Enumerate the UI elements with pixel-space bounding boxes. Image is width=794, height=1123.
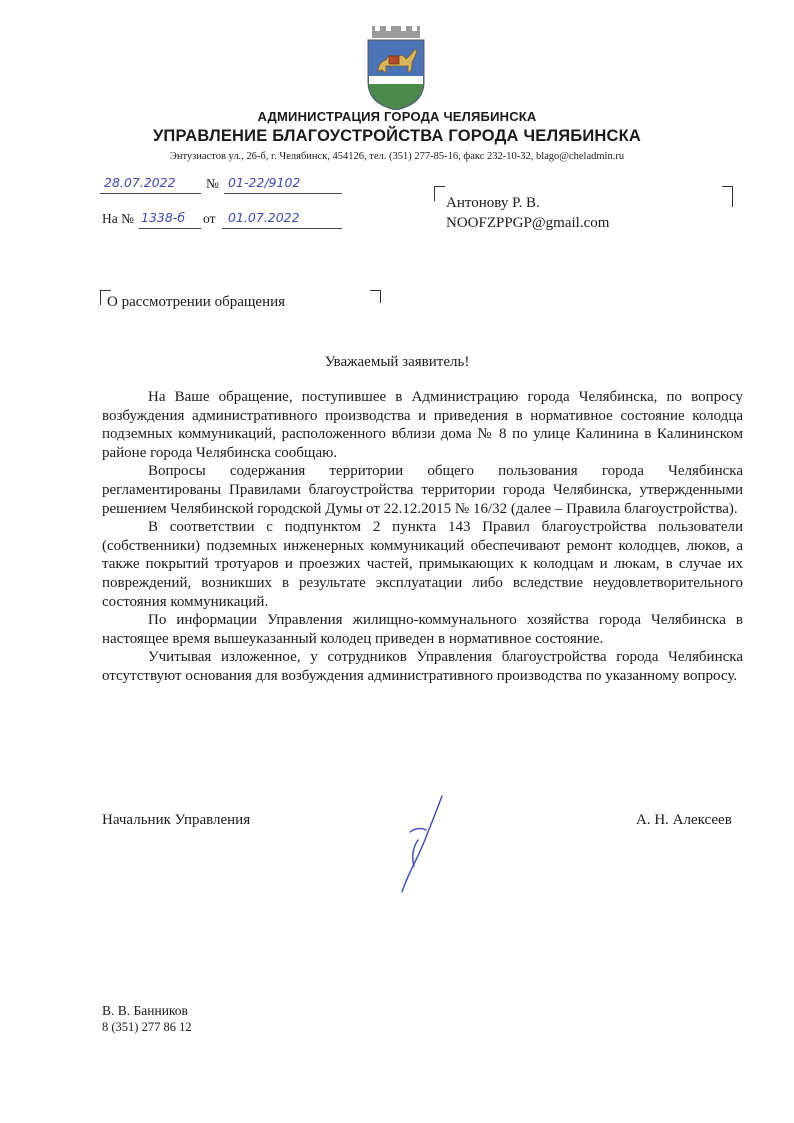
executor-phone: 8 (351) 277 86 12 bbox=[102, 1020, 192, 1034]
letter-greeting: Уважаемый заявитель! bbox=[324, 354, 470, 370]
body-paragraph: По информации Управления жилищно-коммунального хозяйства города Челябинска в настоящее время вышеуказанный колодец приведен в нормативное состояние. bbox=[102, 612, 743, 647]
outgoing-date-field bbox=[100, 177, 201, 194]
reference-date-value: 01.07.2022 bbox=[228, 210, 300, 225]
signatory-position: Начальник Управления bbox=[102, 812, 251, 828]
letter-subject: О рассмотрении обращения bbox=[107, 294, 286, 310]
organization-line-2: УПРАВЛЕНИЕ БЛАГОУСТРОЙСТВА ГОРОДА ЧЕЛЯБИНСКА bbox=[152, 127, 642, 145]
recipient-corner-right bbox=[722, 186, 733, 207]
outgoing-date-value: 28.07.2022 bbox=[104, 175, 176, 190]
organization-address: Энтузиастов ул., 26-б, г. Челябинск, 454126, тел. (351) 277-85-16, факс 232-10-32, blago@cheladmin.ru bbox=[169, 151, 625, 162]
body-paragraph: В соответствии с подпунктом 2 пункта 143 Правил благоустройства пользователи (собственники) подземных инженерных коммуникаций обеспечивают ремонт колодцев, люков, а также покрытий тротуаров и проезжих частей, примыкающих к колодцам и люкам, в случае их повреждений, возникших в результате эксплуатации либо вследствие неудовлетворительного состояния коммуникаций. bbox=[102, 519, 743, 610]
city-coat-of-arms bbox=[362, 26, 430, 110]
body-paragraph: Вопросы содержания территории общего пользования города Челябинска регламентированы Правилами благоустройства территории города Челябинска, утвержденными решением Челябинской городской Думы от 22.12.2015 № 16/32 (далее – Правила благоустройства). bbox=[102, 463, 743, 517]
outgoing-number-field bbox=[224, 177, 342, 194]
reference-from-label: от bbox=[203, 211, 216, 226]
reference-number-value: 1338-б bbox=[141, 210, 186, 225]
outgoing-number-value: 01-22/9102 bbox=[228, 175, 301, 190]
signatory-name: А. Н. Алексеев bbox=[636, 812, 732, 828]
reference-number-field bbox=[139, 212, 201, 229]
recipient-corner-left bbox=[434, 186, 445, 201]
letter-body bbox=[102, 388, 743, 686]
reference-date-field bbox=[222, 212, 342, 229]
recipient-email: NOOFZPPGP@gmail.com bbox=[446, 215, 610, 231]
body-paragraph: Учитывая изложенное, у сотрудников Управления благоустройства города Челябинска отсутствуют основания для возбуждения административного производства по указанному вопросу. bbox=[102, 649, 743, 684]
executor-name: В. В. Банников bbox=[102, 1003, 188, 1018]
recipient-name: Антонову Р. В. bbox=[446, 195, 540, 211]
reference-number-label: На № bbox=[102, 211, 134, 226]
outgoing-number-label: № bbox=[206, 176, 219, 191]
organization-line-1: АДМИНИСТРАЦИЯ ГОРОДА ЧЕЛЯБИНСКА bbox=[257, 109, 537, 124]
body-paragraph: На Ваше обращение, поступившее в Администрацию города Челябинска, по вопросу возбуждения административного производства и приведения в нормативное состояние колодца подземных коммуникаций, расположенного вблизи дома № 8 по улице Калинина в Калининском районе города Челябинска сообщаю. bbox=[102, 389, 743, 461]
crown-icon bbox=[372, 26, 420, 38]
handwritten-signature bbox=[392, 792, 458, 896]
subject-corner-right bbox=[370, 290, 381, 303]
